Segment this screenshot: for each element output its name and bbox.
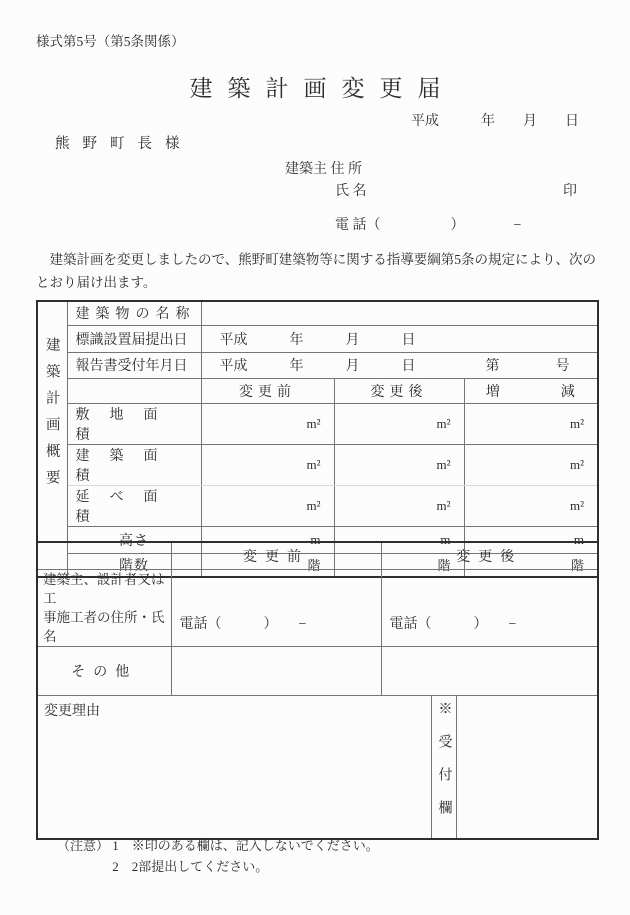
overview-side-label: 建築計画概要: [43, 337, 60, 496]
floors-before: 階: [201, 553, 334, 577]
reception-stamp-area: [456, 695, 598, 839]
parties-label-cell: [37, 569, 171, 646]
column-header-before: 変更前: [201, 378, 334, 403]
metrics-header-empty-cell: [67, 378, 201, 403]
date-line: 平成 年 月 日: [411, 114, 579, 129]
building-area-change: m²: [464, 444, 598, 485]
builder-name-label: 氏 名: [335, 184, 367, 199]
sign-date-value: 平成 年 月 日: [201, 325, 598, 352]
other-label: その他: [37, 646, 171, 695]
height-label: 高さ: [67, 526, 201, 553]
other-after-cell: [381, 646, 598, 695]
addressee: 熊野町長様: [55, 136, 193, 152]
intro-line-1: 建築計画を変更しましたので、熊野町建築物等に関する指導要綱第5条の規定により、次の: [36, 252, 596, 267]
reception-column-label-cell: [431, 695, 456, 839]
report-date-label: 報告書受付年月日: [67, 352, 201, 378]
total-floor-area-before: m²: [201, 485, 334, 526]
site-area-after: m²: [334, 403, 464, 444]
seal-mark: 印: [563, 184, 577, 199]
column-header-after: 変更後: [334, 378, 464, 403]
report-date-value: 平成 年 月 日 第 号: [201, 352, 598, 378]
intro-line-2: とおり届け出ます。: [36, 275, 157, 290]
floors-label: 階数: [67, 553, 201, 577]
overview-table: [36, 300, 599, 578]
builder-address-label: 建築主 住 所: [285, 162, 362, 177]
floors-after: 階: [334, 553, 464, 577]
building-name-value-cell: [201, 301, 598, 325]
builder-phone-line: 電 話（ ） −: [335, 218, 522, 233]
height-before: m: [201, 526, 334, 553]
site-area-label: 敷地面積: [67, 403, 201, 444]
parties-header-empty-cell: [37, 542, 171, 569]
overview-side-label-cell: [37, 301, 67, 577]
notes: [57, 835, 379, 877]
parties-column-after: 変更後: [381, 542, 598, 569]
reception-column-label: ※受付欄: [436, 700, 452, 833]
parties-before-phone-cell: 電話（ ） −: [171, 569, 381, 646]
note-line-2: 2 2部提出してください。: [57, 859, 269, 874]
height-change: m: [464, 526, 598, 553]
building-name-label: 建築物の名称: [67, 301, 201, 325]
form-number: 様式第5号（第5条関係）: [36, 34, 185, 49]
change-reason-cell: 変更理由: [37, 695, 431, 839]
parties-after-phone-cell: 電話（ ） −: [381, 569, 598, 646]
building-area-after: m²: [334, 444, 464, 485]
other-before-cell: [171, 646, 381, 695]
column-header-change: 増 減: [464, 378, 598, 403]
total-floor-area-after: m²: [334, 485, 464, 526]
total-floor-area-change: m²: [464, 485, 598, 526]
site-area-change: m²: [464, 403, 598, 444]
floors-change: 階: [464, 553, 598, 577]
parties-column-before: 変更前: [171, 542, 381, 569]
form-title: 建築計画変更届: [189, 76, 456, 101]
total-floor-area-label: 延べ面積: [67, 485, 201, 526]
height-after: m: [334, 526, 464, 553]
building-area-label: 建築面積: [67, 444, 201, 485]
intro-paragraph: [36, 248, 596, 294]
parties-label-line-1: 建築主、設計者又は工: [43, 571, 165, 606]
parties-label-line-2: 事施工者の住所・氏名: [43, 609, 165, 644]
site-area-before: m²: [201, 403, 334, 444]
building-area-before: m²: [201, 444, 334, 485]
sign-date-label: 標識設置届提出日: [67, 325, 201, 352]
note-line-1: （注意） 1 ※印のある欄は、記入しないでください。: [57, 838, 379, 853]
parties-table: [36, 541, 599, 840]
